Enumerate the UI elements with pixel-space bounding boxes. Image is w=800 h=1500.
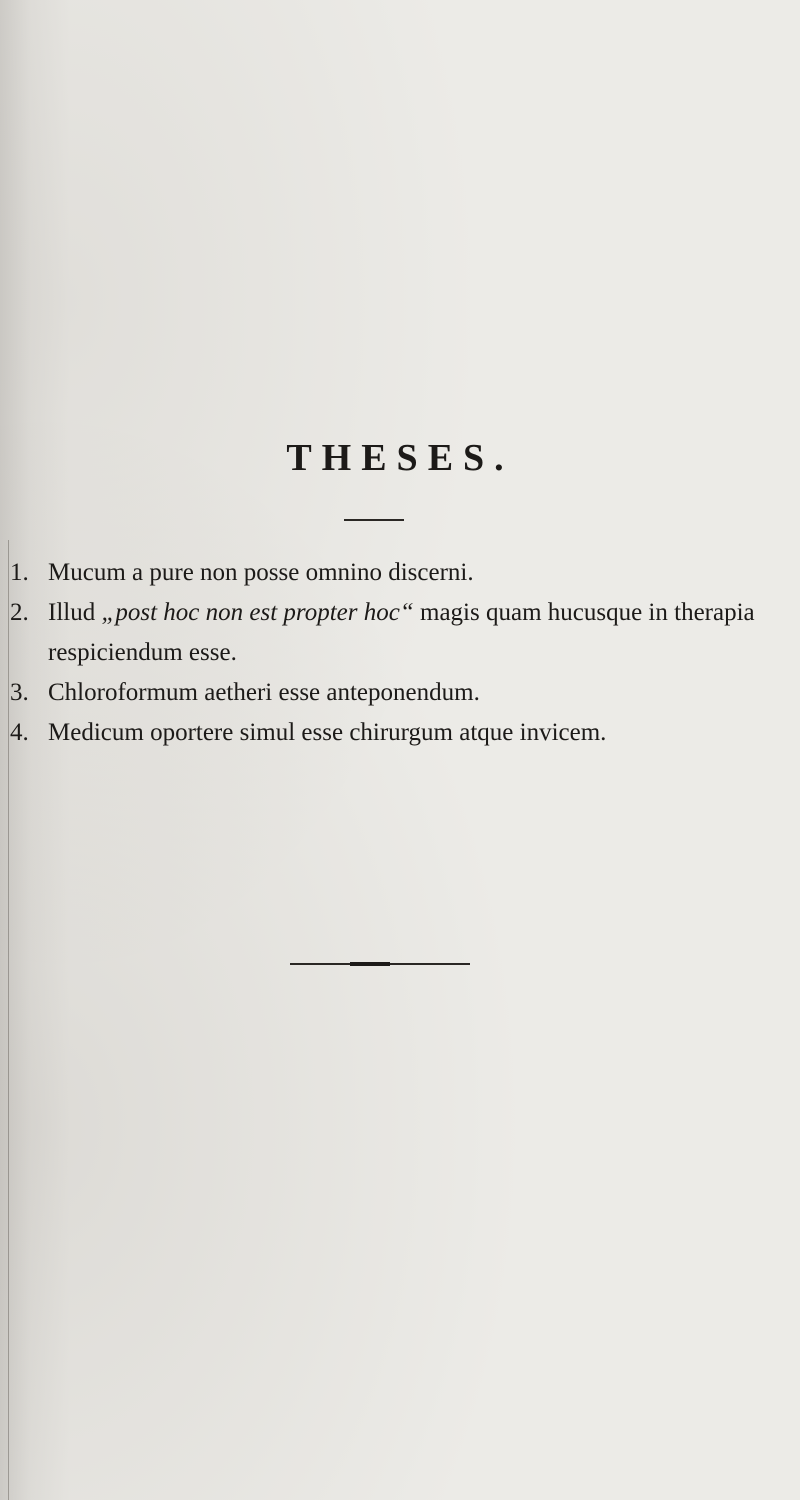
thesis-text: Chloroformum aetheri esse anteponendum. [48,679,480,706]
thesis-text: Mucum a pure non posse omnino discerni. [48,559,474,586]
thesis-number: 3. [10,679,29,706]
thesis-number: 4. [10,719,29,746]
thesis-text-before: Illud [48,599,102,626]
thesis-italic-phrase: post hoc non est propter hoc [115,599,400,626]
thesis-1 [10,553,790,593]
closing-ornament-rule [290,963,470,965]
closing-ornament-thick [350,962,390,966]
thesis-number: 2. [10,599,29,626]
page-gutter-shadow [8,540,9,1500]
theses-list [10,553,790,753]
page-title: THESES. [286,437,514,479]
thesis-2 [10,593,790,673]
title-divider [344,519,404,521]
quote-close: “ [399,599,414,626]
thesis-number: 1. [10,559,29,586]
thesis-text: Medicum oportere simul esse chirurgum atque invicem. [48,719,607,746]
quote-open: „ [101,599,116,626]
thesis-4 [10,713,790,753]
thesis-3 [10,673,790,713]
thesis-text-after: magis quam hucusque in therapia respiciendum esse. [48,599,755,666]
